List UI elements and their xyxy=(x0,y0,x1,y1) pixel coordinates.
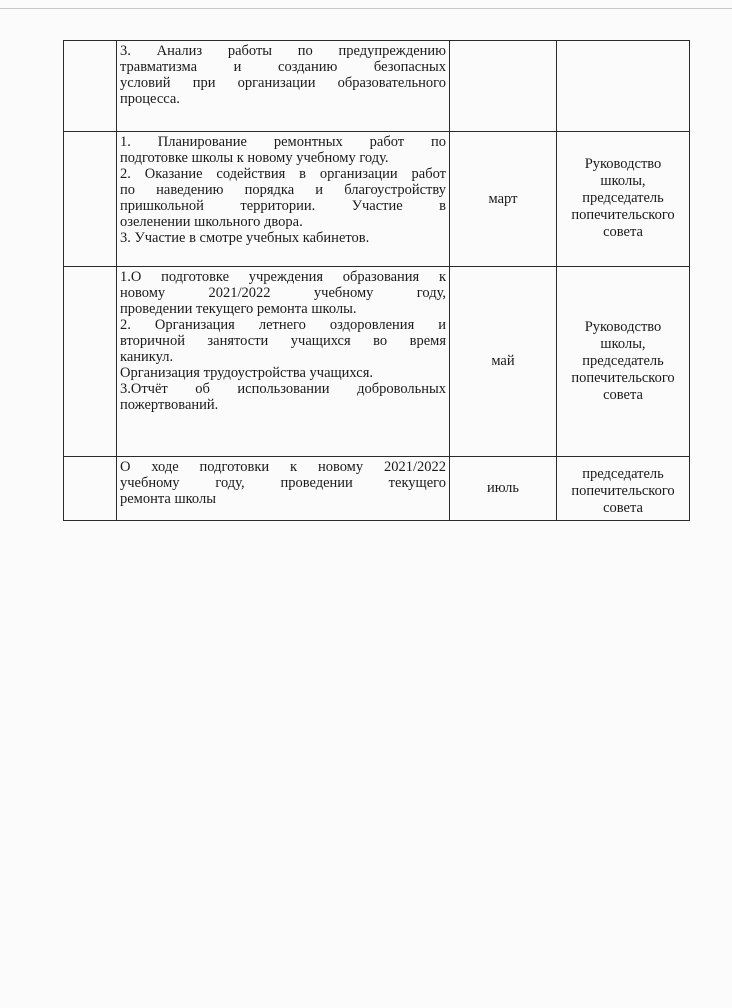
responsible-text-line: совета xyxy=(603,224,643,240)
responsible-text-line: Руководство xyxy=(584,156,662,172)
plan-table xyxy=(63,40,690,521)
activity-text-line: подготовке школы к новому учебному году. xyxy=(120,150,389,166)
row-number-cell xyxy=(64,41,117,132)
date-cell: март xyxy=(450,132,557,267)
responsible-text-line: попечительского xyxy=(571,207,675,223)
responsible-cell xyxy=(557,457,690,521)
activity-cell xyxy=(117,267,450,457)
activity-cell xyxy=(117,457,450,521)
responsible-text-line: попечительского xyxy=(571,483,675,499)
activity-text-line: озеленении школьного двора. xyxy=(120,214,303,230)
activity-text-line: вторичной занятости учащихся во время xyxy=(120,333,446,349)
table-row xyxy=(64,267,690,457)
date-cell: май xyxy=(450,267,557,457)
activity-text-line: О ходе подготовки к новому 2021/2022 xyxy=(120,459,446,475)
activity-text-line: 3. Анализ работы по предупреждению xyxy=(120,43,446,59)
activity-text-line: 1.О подготовке учреждения образования к xyxy=(120,269,446,285)
row-number-cell xyxy=(64,267,117,457)
table-row xyxy=(64,457,690,521)
activity-text-line: пришкольной территории. Участие в xyxy=(120,198,446,214)
activity-text-line: пожертвований. xyxy=(120,397,219,413)
responsible-text-line: Руководство xyxy=(584,318,662,335)
scan-top-edge xyxy=(0,8,732,9)
responsible-text-line: попечительского xyxy=(571,369,675,386)
responsible-cell xyxy=(557,267,690,457)
responsible-text-line: школы, xyxy=(600,335,646,352)
activity-text-line: по наведению порядка и благоустройству xyxy=(120,182,446,198)
activity-text-line: каникул. xyxy=(120,349,174,365)
activity-text-line: условий при организации образовательного xyxy=(120,75,446,91)
responsible-text-line: совета xyxy=(603,386,643,403)
activity-cell xyxy=(117,41,450,132)
activity-text-line: учебному году, проведении текущего xyxy=(120,475,446,491)
responsible-text-line: председатель xyxy=(582,466,664,482)
responsible-cell xyxy=(557,41,690,132)
responsible-cell xyxy=(557,132,690,267)
table-row xyxy=(64,132,690,267)
activity-text-line: Организация трудоустройства учащихся. xyxy=(120,365,373,381)
date-cell: июль xyxy=(450,457,557,521)
activity-text-line: 2. Организация летнего оздоровления и xyxy=(120,317,446,333)
responsible-text-line: председатель xyxy=(582,190,664,206)
activity-text-line: 2. Оказание содействия в организации работ xyxy=(120,166,446,182)
row-number-cell xyxy=(64,457,117,521)
activity-text-line: травматизма и созданию безопасных xyxy=(120,59,446,75)
activity-text-line: 3. Участие в смотре учебных кабинетов. xyxy=(120,230,370,246)
activity-text-line: новому 2021/2022 учебному году, xyxy=(120,285,446,301)
responsible-text-line: школы, xyxy=(600,173,646,189)
table-row xyxy=(64,41,690,132)
row-number-cell xyxy=(64,132,117,267)
plan-table-body xyxy=(64,41,690,521)
responsible-text-line: председатель xyxy=(582,352,664,369)
activity-text-line: ремонта школы xyxy=(120,491,216,507)
activity-text-line: 3.Отчёт об использовании добровольных xyxy=(120,381,446,397)
activity-text-line: 1. Планирование ремонтных работ по xyxy=(120,134,446,150)
activity-text-line: проведении текущего ремонта школы. xyxy=(120,301,357,317)
activity-text-line: процесса. xyxy=(120,91,180,107)
date-cell xyxy=(450,41,557,132)
activity-cell xyxy=(117,132,450,267)
responsible-text-line: совета xyxy=(603,500,643,516)
